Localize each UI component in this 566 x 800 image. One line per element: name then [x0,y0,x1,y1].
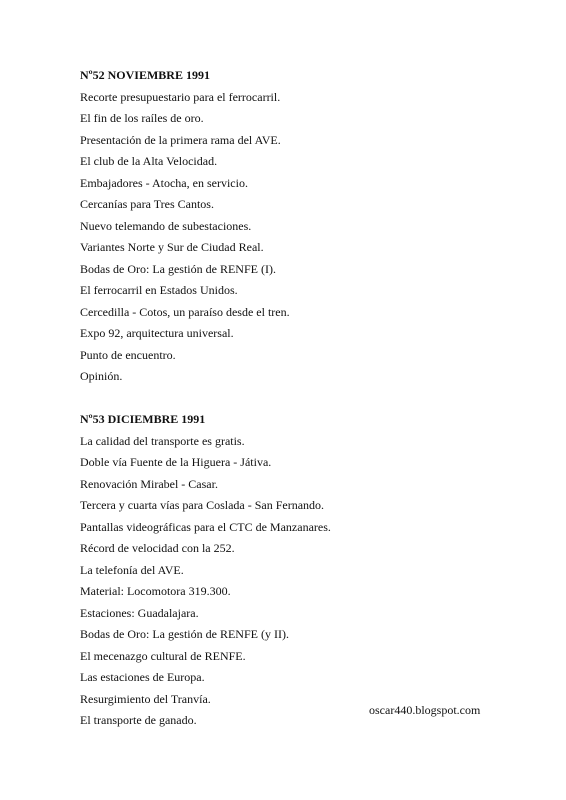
list-item: Bodas de Oro: La gestión de RENFE (I). [80,261,276,276]
section-title: Nº52 NOVIEMBRE 1991 [80,68,210,82]
list-item: Cercedilla - Cotos, un paraíso desde el tren. [80,304,290,319]
section-diciembre-1991 [80,409,500,732]
section-title: Nº53 DICIEMBRE 1991 [80,412,206,426]
list-item: La telefonía del AVE. [80,562,184,577]
list-item: Recorte presupuestario para el ferrocarril. [80,89,281,104]
list-item: Tercera y cuarta vías para Coslada - San Fernando. [80,498,325,512]
list-item: Resurgimiento del Tranvía. [80,691,211,706]
list-item: El ferrocarril en Estados Unidos. [80,283,238,297]
document-page [80,65,500,732]
list-item: Material: Locomotora 319.300. [80,584,231,598]
section-spacer [80,388,500,410]
entry-list [80,431,500,732]
list-item: Variantes Norte y Sur de Ciudad Real. [80,240,264,254]
list-item: La calidad del transporte es gratis. [80,433,245,448]
list-item: Las estaciones de Europa. [80,670,205,684]
section-noviembre-1991 [80,65,500,388]
list-item: El club de la Alta Velocidad. [80,154,218,168]
list-item: Opinión. [80,369,123,383]
list-item: Expo 92, arquitectura universal. [80,326,234,340]
list-item: Presentación de la primera rama del AVE. [80,132,281,147]
list-item: Nuevo telemando de subestaciones. [80,218,252,233]
entry-list [80,87,500,388]
footer-url: oscar440.blogspot.com [369,703,481,717]
list-item: Embajadores - Atocha, en servicio. [80,175,248,190]
list-item: Renovación Mirabel - Casar. [80,476,218,491]
list-item: Cercanías para Tres Cantos. [80,197,214,211]
list-item: Doble vía Fuente de la Higuera - Játiva. [80,455,272,469]
list-item: Estaciones: Guadalajara. [80,605,199,620]
list-item: Pantallas videográficas para el CTC de Manzanares. [80,519,331,534]
list-item: El mecenazgo cultural de RENFE. [80,648,246,663]
list-item: Récord de velocidad con la 252. [80,541,235,555]
list-item: El fin de los raíles de oro. [80,111,204,125]
list-item: El transporte de ganado. [80,713,197,727]
list-item: Bodas de Oro: La gestión de RENFE (y II). [80,627,289,641]
list-item: Punto de encuentro. [80,347,176,362]
